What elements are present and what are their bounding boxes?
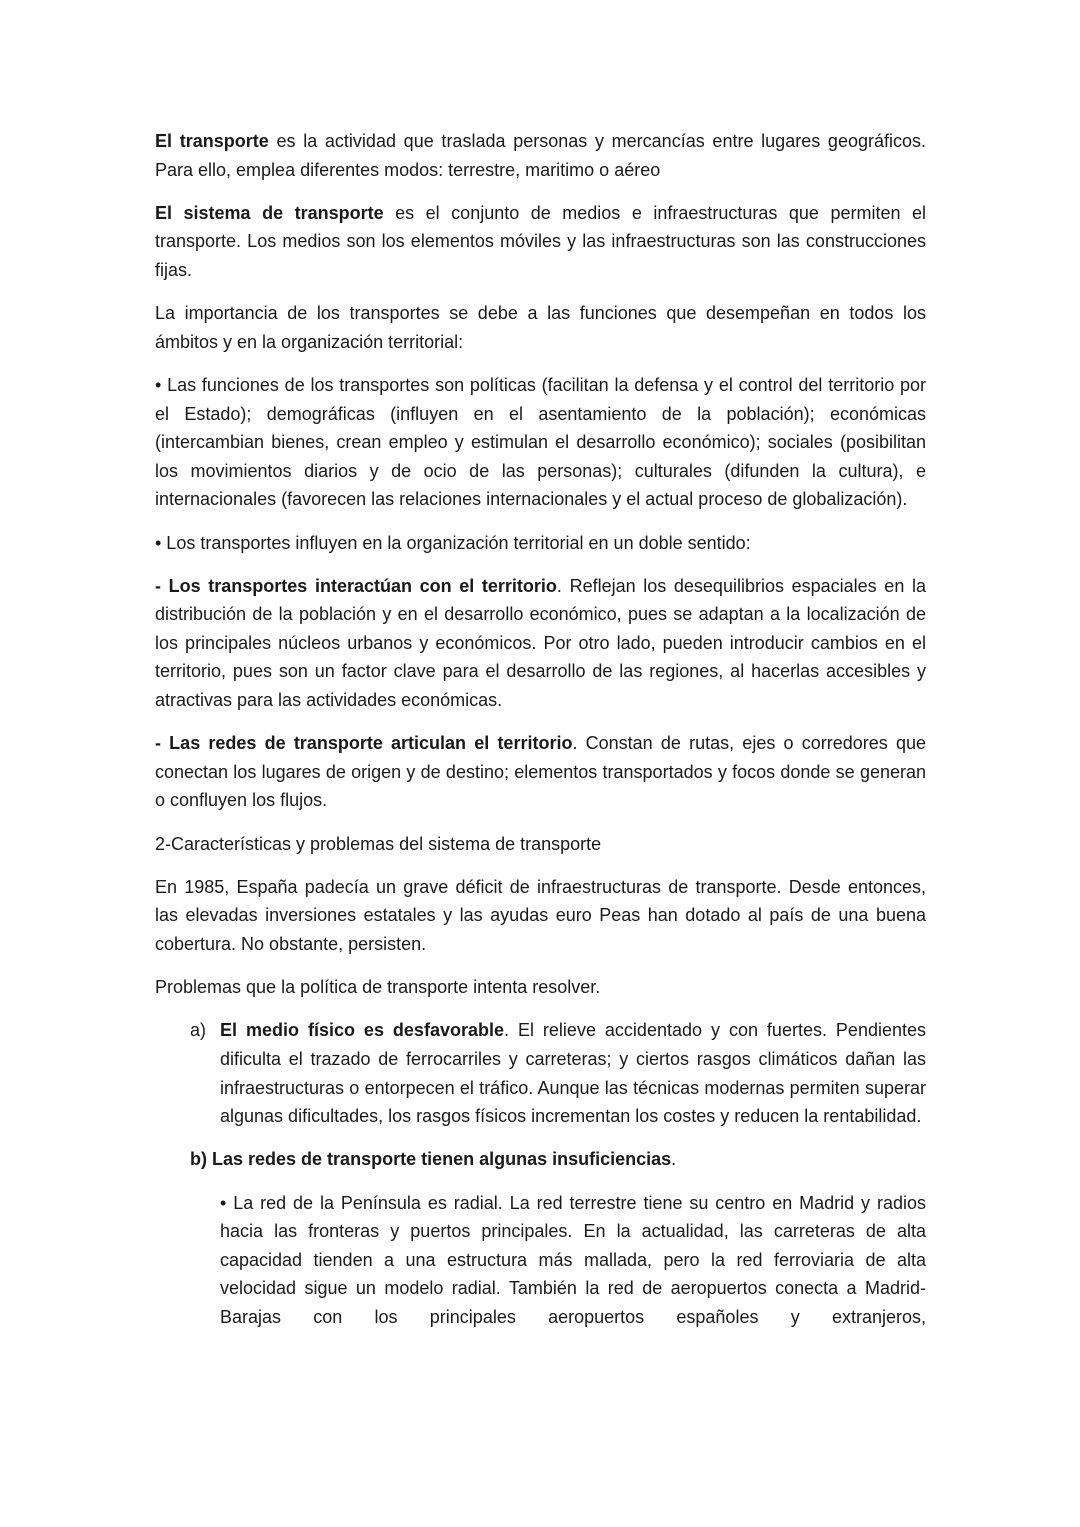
list-item-a xyxy=(190,1016,926,1130)
list-marker: a) xyxy=(190,1020,207,1041)
section-heading: 2-Características y problemas del sistema de transporte xyxy=(155,833,602,854)
problems-intro-text: Problemas que la política de transporte intenta resolver. xyxy=(155,977,601,998)
document-page xyxy=(155,127,926,1346)
list-marker: b) xyxy=(190,1149,207,1170)
list-item-title: El medio físico es desfavorable xyxy=(220,1020,504,1041)
deficit-text: En 1985, España padecía un grave déficit de infraestructuras de transporte. Desde entonces, las elevadas inversiones estatales y las ayudas euro Peas han dotado al país de una buena cobertura. No obstante, persisten. xyxy=(155,876,926,954)
radial-network-text: • La red de la Península es radial. La red terrestre tiene su centro en Madrid y radios hacia las fronteras y puertos principales. En la actualidad, las carreteras de alta capacidad tienden a una estructura más mallada, pero la red ferroviaria de alta velocidad sigue un modelo radial. También la red de aeropuertos conecta a Madrid-Barajas con los principales aeropuertos españoles y extranjeros, xyxy=(220,1192,926,1327)
term-transport-system: El sistema de transporte xyxy=(155,202,384,223)
paragraph-radial-network xyxy=(220,1189,926,1332)
paragraph-functions xyxy=(155,371,926,514)
paragraph-1985-deficit xyxy=(155,873,926,959)
list-item-text: . xyxy=(671,1149,677,1170)
paragraph-interaction xyxy=(155,572,926,715)
list-item-content xyxy=(220,1016,926,1130)
list-item-content xyxy=(190,1145,926,1174)
paragraph-problems-intro xyxy=(155,973,926,1002)
definition-text: es la actividad que traslada personas y mercancías entre lugares geográficos. Para ello, emplea diferentes modos: terrestre, maritimo o aéreo xyxy=(155,131,926,180)
importance-text: La importancia de los transportes se debe a las funciones que desempeñan en todos los ámbitos y en la organización territorial: xyxy=(155,303,926,352)
functions-text: • Las funciones de los transportes son políticas (facilitan la defensa y el control del territorio por el Estado); demográficas (influyen en el asentamiento de la población); económicas (intercambian bienes, crean empleo y estimulan el desarrollo económico); sociales (posibilitan los movimientos diarios y de ocio de las personas); culturales (difunden la cultura), e internacionales (favorecen las relaciones internacionales y el actual proceso de globalización). xyxy=(155,374,926,510)
subheading-networks: - Las redes de transporte articulan el territorio xyxy=(155,733,573,754)
list-item-title: Las redes de transporte tienen algunas insuficiencias xyxy=(207,1149,672,1170)
territorial-influence-text: • Los transportes influyen en la organización territorial en un doble sentido: xyxy=(155,532,751,553)
paragraph-transport-definition xyxy=(155,127,926,184)
paragraph-territorial-influence xyxy=(155,529,926,558)
paragraph-importance xyxy=(155,299,926,356)
paragraph-transport-system xyxy=(155,199,926,285)
interaction-text: . Reflejan los desequilibrios espaciales en la distribución de la población y en el desarrollo económico, pues se adaptan a la localización de los principales núcleos urbanos y económicos. Por otro lado, pueden introducir cambios en el territorio, pues son un factor clave para el desarrollo de las regiones, al hacerlas accesibles y atractivas para las actividades económicas. xyxy=(155,575,926,711)
definition-text: es el conjunto de medios e infraestructuras que permiten el transporte. Los medios son los elementos móviles y las infraestructuras son las construcciones fijas. xyxy=(155,202,927,280)
networks-text: . Constan de rutas, ejes o corredores que conectan los lugares de origen y de destino; elementos transportados y focos donde se generan o confluyen los flujos. xyxy=(155,733,926,811)
list-item-text: . El relieve accidentado y con fuertes. Pendientes dificulta el trazado de ferrocarriles y carreteras; y ciertos rasgos climáticos dañan las infraestructuras o entorpecen el tráfico. Aunque las técnicas modernas permiten superar algunas dificultades, los rasgos físicos incrementan los costes y reducen la rentabilidad. xyxy=(220,1020,926,1127)
subheading-interaction: - Los transportes interactúan con el territorio xyxy=(155,575,557,596)
list-item-b xyxy=(190,1145,926,1174)
term-transport: El transporte xyxy=(155,131,269,151)
paragraph-networks xyxy=(155,729,926,815)
